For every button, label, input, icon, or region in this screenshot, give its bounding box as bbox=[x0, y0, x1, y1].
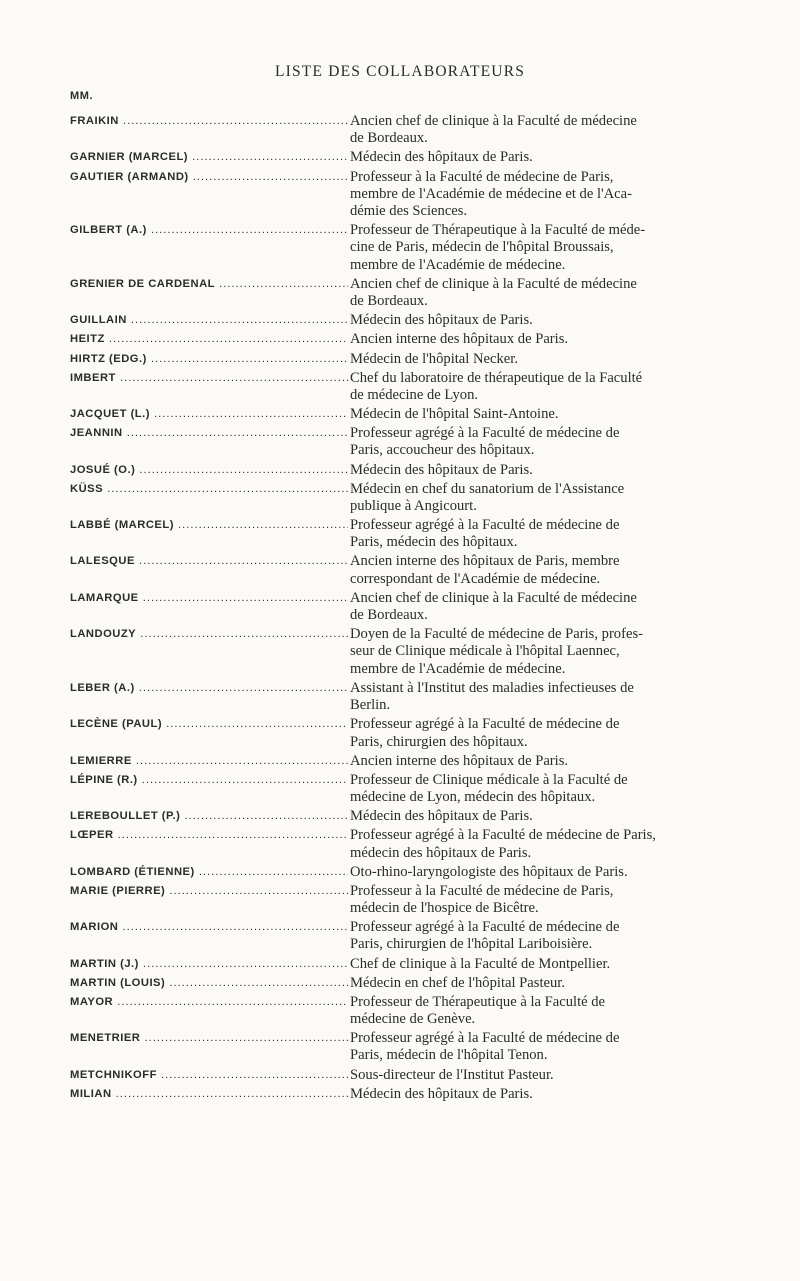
description-line: Médecin des hôpitaux de Paris. bbox=[350, 461, 533, 478]
description-line: médecin de l'hospice de Bicêtre. bbox=[350, 900, 539, 917]
description-line: médecin des hôpitaux de Paris. bbox=[350, 844, 532, 861]
description-line: Professeur agrégé à la Faculté de médecine de bbox=[350, 919, 620, 936]
collaborator-name: MARTIN (J.) ..... bbox=[70, 956, 348, 973]
description-line: démie des Sciences. bbox=[350, 203, 468, 220]
collaborator-description bbox=[350, 517, 742, 552]
collaborator-name: LEBER (A.) ..... bbox=[70, 680, 348, 697]
description-line: seur de Clinique médicale à l'hôpital Laennec, bbox=[350, 643, 620, 660]
collaborator-name: GAUTIER (ARMAND) ..... bbox=[70, 169, 348, 186]
collaborator-description bbox=[350, 1067, 742, 1084]
collaborator-name: HEITZ ..... bbox=[70, 331, 348, 348]
collaborator-name: JOSUÉ (O.) ..... bbox=[70, 462, 348, 479]
collaborator-name: MARTIN (LOUIS) ..... bbox=[70, 975, 348, 992]
collaborator-description bbox=[350, 149, 742, 166]
description-line: correspondant de l'Académie de médecine. bbox=[350, 570, 601, 587]
collaborator-description bbox=[350, 590, 742, 625]
collaborator-name: KÜSS ..... bbox=[70, 481, 348, 498]
collaborator-name: JEANNIN ..... bbox=[70, 425, 348, 442]
collaborator-description bbox=[350, 553, 742, 588]
description-line: publique à Angicourt. bbox=[350, 497, 477, 514]
collaborator-name: MENETRIER ..... bbox=[70, 1030, 348, 1047]
collaborator-description bbox=[350, 370, 742, 405]
description-line: Professeur agrégé à la Faculté de médecine de bbox=[350, 716, 620, 733]
collaborator-description bbox=[350, 753, 742, 770]
collaborator-name: GRENIER DE CARDENAL ..... bbox=[70, 276, 348, 293]
collaborator-name: LŒPER ..... bbox=[70, 827, 348, 844]
description-line: Médecin des hôpitaux de Paris. bbox=[350, 808, 533, 825]
collaborator-description bbox=[350, 975, 742, 992]
description-line: Ancien interne des hôpitaux de Paris. bbox=[350, 752, 569, 769]
description-line: membre de l'Académie de médecine. bbox=[350, 660, 566, 677]
collaborator-description bbox=[350, 626, 742, 678]
description-line: membre de l'Académie de médecine et de l'Aca- bbox=[350, 185, 632, 202]
collaborator-description bbox=[350, 425, 742, 460]
description-line: cine de Paris, médecin de l'hôpital Broussais, bbox=[350, 239, 614, 256]
collaborator-name: MILIAN ..... bbox=[70, 1086, 348, 1103]
description-line: Professeur agrégé à la Faculté de médecine de Paris, bbox=[350, 827, 656, 844]
collaborator-name: GUILLAIN ..... bbox=[70, 312, 348, 329]
collaborator-description bbox=[350, 883, 742, 918]
description-line: Ancien chef de clinique à la Faculté de médecine bbox=[350, 275, 637, 292]
collaborator-description bbox=[350, 772, 742, 807]
collaborator-name: MARION ..... bbox=[70, 919, 348, 936]
collaborator-name: MARIE (PIERRE) ..... bbox=[70, 883, 348, 900]
collaborator-description bbox=[350, 462, 742, 479]
description-line: Paris, accoucheur des hôpitaux. bbox=[350, 442, 535, 459]
collaborator-name: LALESQUE ..... bbox=[70, 553, 348, 570]
collaborator-description bbox=[350, 808, 742, 825]
collaborator-name: LABBÉ (MARCEL) ..... bbox=[70, 517, 348, 534]
description-line: Professeur à la Faculté de médecine de Paris, bbox=[350, 882, 614, 899]
description-line: Médecin en chef de l'hôpital Pasteur. bbox=[350, 974, 565, 991]
description-line: de Bordeaux. bbox=[350, 293, 428, 310]
collaborator-name: GILBERT (A.) ..... bbox=[70, 222, 348, 239]
description-line: Professeur à la Faculté de médecine de Paris, bbox=[350, 168, 614, 185]
description-line: Paris, médecin des hôpitaux. bbox=[350, 534, 518, 551]
collaborator-name: MAYOR ..... bbox=[70, 994, 348, 1011]
description-line: membre de l'Académie de médecine. bbox=[350, 256, 566, 273]
collaborator-description bbox=[350, 827, 742, 862]
collaborator-description bbox=[350, 1030, 742, 1065]
description-line: Paris, chirurgien des hôpitaux. bbox=[350, 733, 528, 750]
description-line: Berlin. bbox=[350, 697, 391, 714]
description-line: Ancien interne des hôpitaux de Paris, membre bbox=[350, 553, 620, 570]
description-line: Ancien interne des hôpitaux de Paris. bbox=[350, 331, 569, 348]
description-line: Doyen de la Faculté de médecine de Paris, profes- bbox=[350, 626, 643, 643]
description-line: médecine de Lyon, médecin des hôpitaux. bbox=[350, 789, 596, 806]
collaborator-name: LANDOUZY ..... bbox=[70, 626, 348, 643]
salutation: MM. bbox=[70, 90, 94, 102]
description-line: Médecin en chef du sanatorium de l'Assistance bbox=[350, 480, 625, 497]
collaborator-description bbox=[350, 680, 742, 715]
description-line: Professeur agrégé à la Faculté de médecine de bbox=[350, 517, 620, 533]
collaborator-name: JACQUET (L.) ..... bbox=[70, 406, 348, 423]
collaborator-description bbox=[350, 312, 742, 329]
page-title: LISTE DES COLLABORATEURS bbox=[274, 63, 526, 80]
description-line: Chef de clinique à la Faculté de Montpellier. bbox=[350, 955, 611, 972]
description-line: Médecin des hôpitaux de Paris. bbox=[350, 149, 533, 166]
collaborator-description bbox=[350, 169, 742, 221]
description-line: Professeur de Clinique médicale à la Faculté de bbox=[350, 771, 628, 788]
collaborator-description bbox=[350, 406, 742, 423]
collaborator-name: LOMBARD (ÉTIENNE) ..... bbox=[70, 864, 348, 881]
collaborator-description bbox=[350, 716, 742, 751]
collaborator-description bbox=[350, 1086, 742, 1103]
description-line: Médecin des hôpitaux de Paris. bbox=[350, 312, 533, 329]
collaborator-name: LAMARQUE ..... bbox=[70, 590, 348, 607]
description-line: Professeur de Thérapeutique à la Faculté de méde- bbox=[350, 222, 646, 239]
description-line: Chef du laboratoire de thérapeutique de la Faculté bbox=[350, 369, 643, 386]
description-line: Ancien chef de clinique à la Faculté de médecine bbox=[350, 589, 637, 606]
description-line: Médecin de l'hôpital Necker. bbox=[350, 350, 518, 367]
description-line: de Bordeaux. bbox=[350, 130, 428, 147]
description-line: Médecin de l'hôpital Saint-Antoine. bbox=[350, 406, 559, 422]
description-line: Oto-rhino-laryngologiste des hôpitaux de Paris. bbox=[350, 863, 628, 880]
description-line: Médecin des hôpitaux de Paris. bbox=[350, 1085, 533, 1102]
description-line: Professeur de Thérapeutique à la Faculté de bbox=[350, 993, 606, 1010]
description-line: médecine de Genève. bbox=[350, 1011, 476, 1028]
description-line: Sous-directeur de l'Institut Pasteur. bbox=[350, 1066, 554, 1083]
description-line: Ancien chef de clinique à la Faculté de médecine bbox=[350, 113, 637, 129]
collaborator-description bbox=[350, 331, 742, 348]
description-line: Professeur agrégé à la Faculté de médecine de bbox=[350, 1030, 620, 1047]
description-line: Paris, chirurgien de l'hôpital Lariboisière. bbox=[350, 936, 593, 953]
collaborator-description bbox=[350, 994, 742, 1029]
collaborator-name: LÉPINE (R.) ..... bbox=[70, 772, 348, 789]
collaborator-description bbox=[350, 864, 742, 881]
collaborator-description bbox=[350, 919, 742, 954]
collaborator-description bbox=[350, 222, 742, 274]
collaborator-description bbox=[350, 276, 742, 311]
description-line: de Bordeaux. bbox=[350, 607, 428, 624]
collaborator-description bbox=[350, 956, 742, 973]
collaborator-description bbox=[350, 351, 742, 368]
collaborator-name: GARNIER (MARCEL) ..... bbox=[70, 149, 348, 166]
collaborator-name: HIRTZ (EDG.) ..... bbox=[70, 351, 348, 368]
description-line: Assistant à l'Institut des maladies infectieuses de bbox=[350, 679, 634, 696]
collaborator-name: IMBERT ..... bbox=[70, 370, 348, 387]
collaborator-description bbox=[350, 113, 742, 148]
collaborator-name: LECÈNE (PAUL) ..... bbox=[70, 716, 348, 733]
description-line: Professeur agrégé à la Faculté de médecine de bbox=[350, 425, 620, 442]
collaborator-name: METCHNIKOFF ..... bbox=[70, 1067, 348, 1084]
collaborator-name: FRAIKIN ..... bbox=[70, 113, 348, 130]
collaborator-name: LEMIERRE ..... bbox=[70, 753, 348, 770]
collaborator-description bbox=[350, 481, 742, 516]
description-line: Paris, médecin de l'hôpital Tenon. bbox=[350, 1047, 548, 1064]
description-line: de médecine de Lyon. bbox=[350, 386, 479, 403]
collaborator-name: LEREBOULLET (P.) ..... bbox=[70, 808, 348, 825]
